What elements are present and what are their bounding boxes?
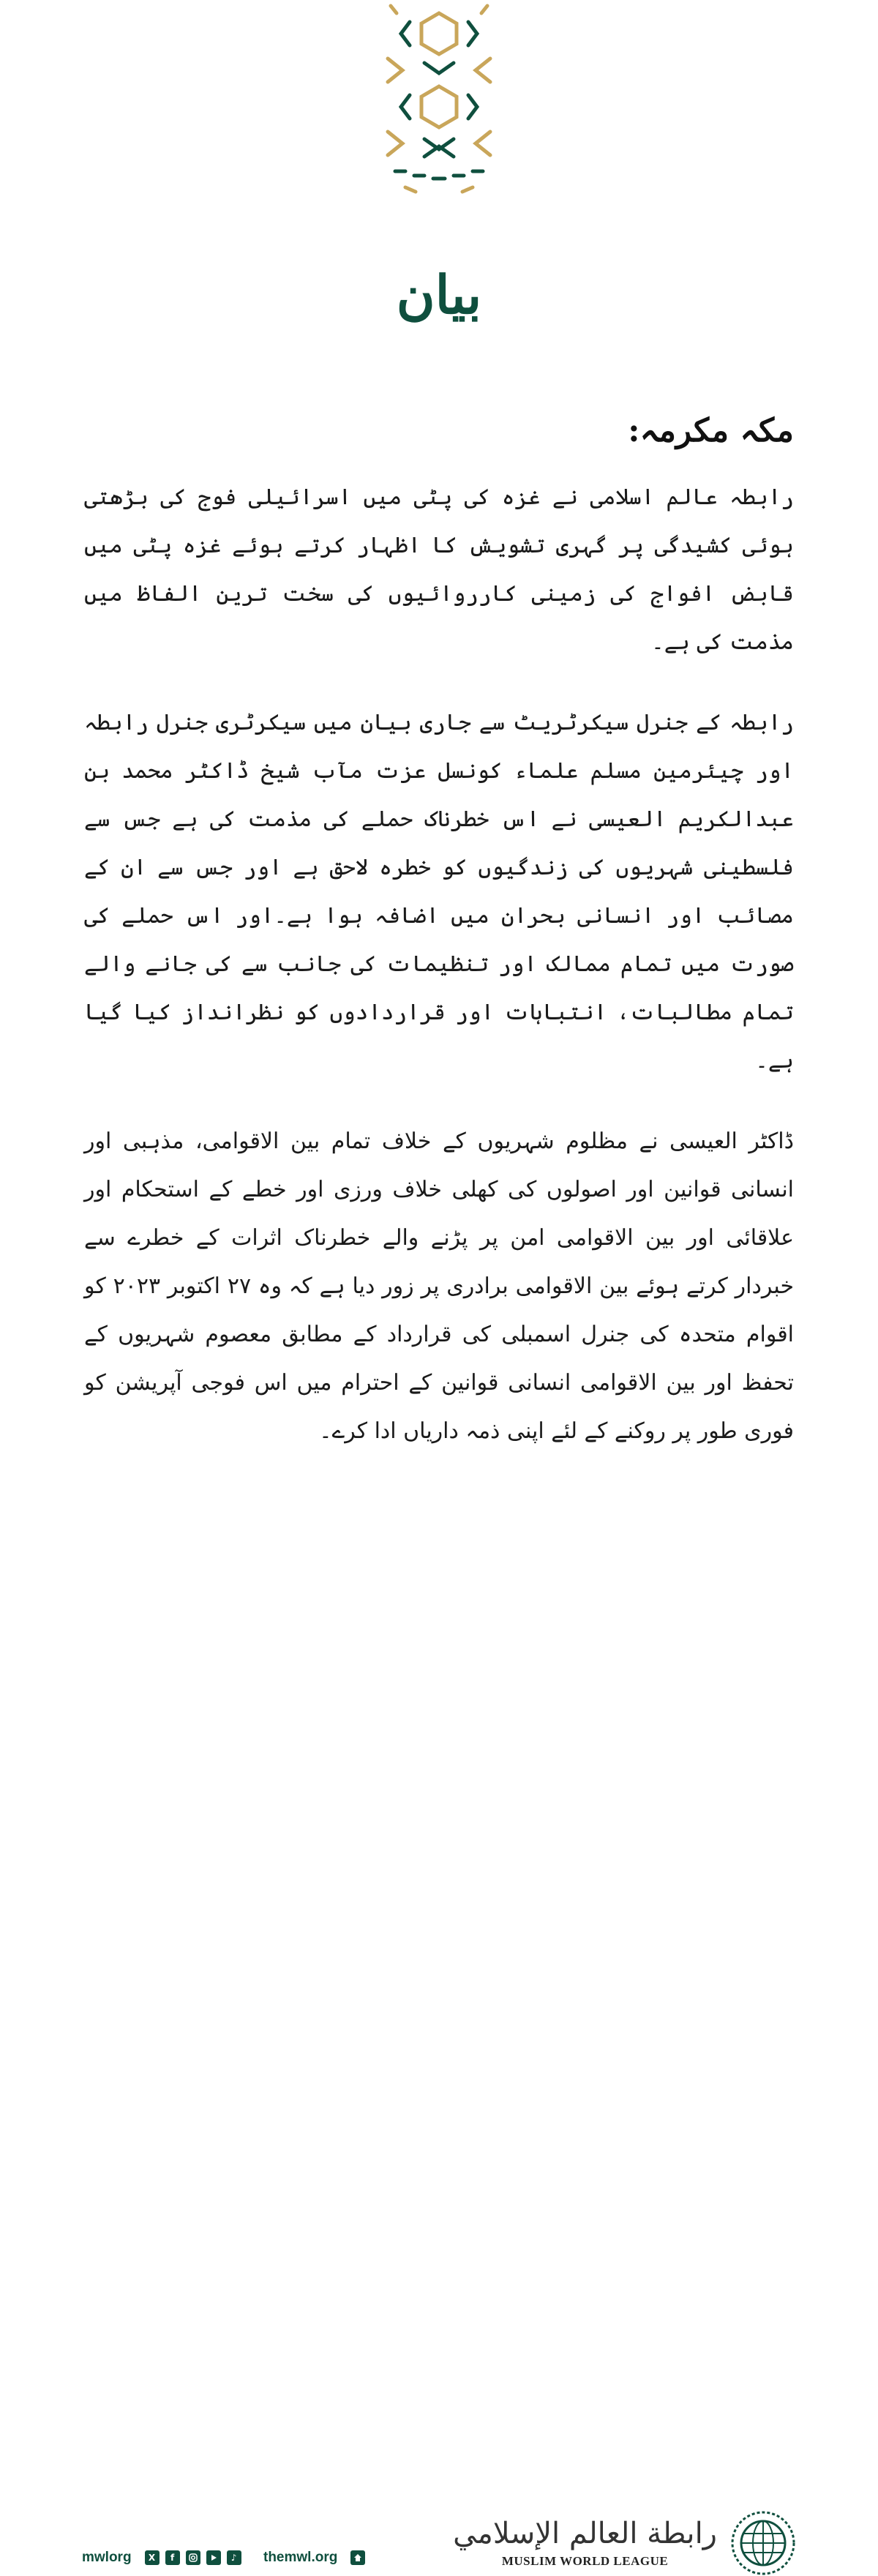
- globe-wreath-icon: [730, 2510, 796, 2576]
- home-icon[interactable]: [350, 2550, 365, 2565]
- logo-english-name: MUSLIM WORLD LEAGUE: [501, 2554, 669, 2568]
- location-heading: مکہ مکرمہ:: [628, 412, 794, 449]
- social-links: [82, 2550, 241, 2566]
- tiktok-icon[interactable]: ♪: [227, 2550, 241, 2565]
- facebook-icon[interactable]: f: [165, 2550, 180, 2565]
- social-handle[interactable]: mwlorg: [82, 2550, 132, 2565]
- paragraph: رابطہ عالم اسلامی نے غزہ کی پٹی میں اسرائیلی فوج کی بڑھتی ہوئی کشیدگی پر گہری تشویش کا اظہار کرتے ہوئے غزہ پٹی میں قابض افواج کی زمینی کارروائیوں کی سخت ترین الفاظ میں مذمت کی ہے۔: [84, 484, 794, 656]
- hexagon-ornament-icon: [380, 0, 498, 220]
- instagram-icon[interactable]: [186, 2550, 200, 2565]
- website-url[interactable]: themwl.org: [263, 2550, 338, 2565]
- website-link[interactable]: [263, 2550, 365, 2566]
- x-icon[interactable]: X: [145, 2550, 160, 2565]
- youtube-icon[interactable]: [206, 2550, 221, 2565]
- logo-wordmark: [453, 2517, 717, 2569]
- mwl-logo: [453, 2510, 796, 2576]
- paragraph: رابطہ کے جنرل سیکرٹریٹ سے جاری بیان میں سیکرٹری جنرل رابطہ اور چیئرمین مسلم علماء کونسل عزت مآب شیخ ڈاکٹر محمد بن عبدالکریم العیسی نے اس خطرناک حملے کی مذمت کی ہے جس سے فلسطینی شہریوں کی زندگیوں کو خطرہ لاحق ہے اور جس سے ان کے مصائب اور انسانی بحران میں اضافہ ہوا ہے۔اور اس حملے کی صورت میں تمام ممالک اور تنظیمات کی جانب سے کی جانے والے تمام مطالبات، انتباہات اور قراردادوں کو نظرانداز کیا گیا ہے۔: [84, 710, 794, 1074]
- logo-arabic-name: رابطة العالم الإسلامي: [453, 2517, 717, 2550]
- paragraph: ڈاکٹر العیسی نے مظلوم شہریوں کے خلاف تمام بین الاقوامی، مذہبی اور انسانی قوانین اور اصولوں کی کھلی خلاف ورزی اور خطے کے استحکام اور علاقائی اور بین الاقوامی امن پر پڑنے والے خطرناک اثرات کے خطرے سے خبردار کرتے ہوئے بین الاقوامی برادری پر زور دیا ہے کہ وہ ۲۷ اکتوبر ۲۰۲۳ کو اقوام متحدہ کی جنرل اسمبلی کی قرارداد کے مطابق معصوم شہریوں کے تحفظ اور بین الاقوامی انسانی قوانین کے احترام میں اس فوجی آپریشن کو فوری طور پر روکنے کے لئے اپنی ذمہ داریاں ادا کرے۔: [84, 1128, 794, 1445]
- page-title: بیان: [396, 263, 482, 326]
